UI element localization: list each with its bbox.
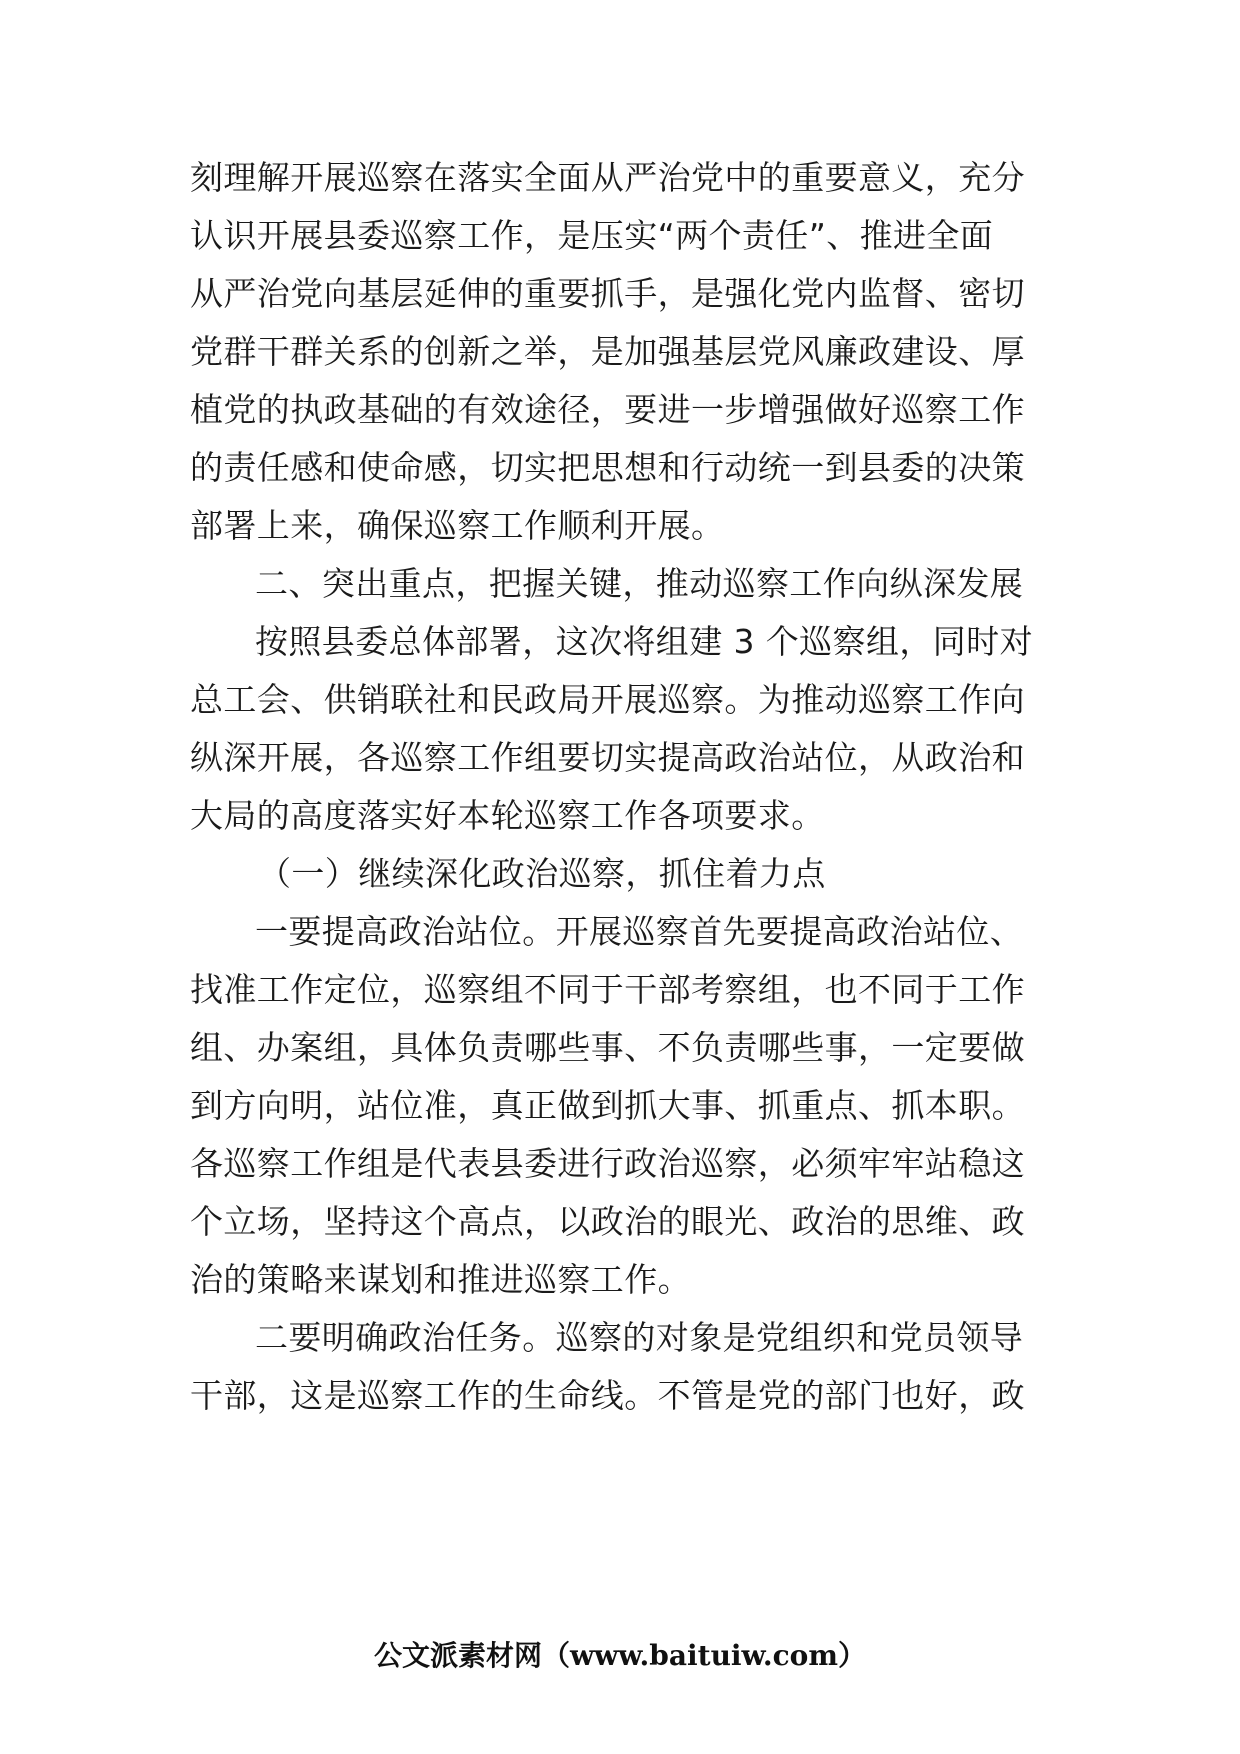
body-line: 按照县委总体部署，这次将组建 3 个巡察组，同时对 [255, 622, 1033, 661]
body-line: 的责任感和使命感，切实把思想和行动统一到县委的决策 [190, 448, 1025, 487]
body-line: 组、办案组，具体负责哪些事、不负责哪些事，一定要做 [190, 1028, 1025, 1067]
body-line: 总工会、供销联社和民政局开展巡察。为推动巡察工作向 [190, 680, 1025, 719]
body-line: 植党的执政基础的有效途径，要进一步增强做好巡察工作 [190, 390, 1025, 429]
body-line: 认识开展县委巡察工作，是压实“两个责任”、推进全面 [190, 216, 994, 255]
body-line: 干部，这是巡察工作的生命线。不管是党的部门也好，政 [190, 1376, 1025, 1415]
body-line: 纵深开展，各巡察工作组要切实提高政治站位，从政治和 [190, 738, 1025, 777]
body-line: 个立场，坚持这个高点，以政治的眼光、政治的思维、政 [190, 1202, 1025, 1241]
body-line: 大局的高度落实好本轮巡察工作各项要求。 [190, 796, 825, 835]
subsection-heading: （一）继续深化政治巡察，抓住着力点 [258, 854, 826, 893]
footer-watermark: 公文派素材网（www.baituiw.com） [374, 1639, 866, 1672]
body-line: 刻理解开展巡察在落实全面从严治党中的重要意义，充分 [190, 158, 1025, 197]
body-line: 找准工作定位，巡察组不同于干部考察组，也不同于工作 [190, 970, 1025, 1009]
body-line: 从严治党向基层延伸的重要抓手，是强化党内监督、密切 [190, 274, 1025, 313]
body-line: 到方向明，站位准，真正做到抓大事、抓重点、抓本职。 [190, 1086, 1025, 1125]
body-line: 各巡察工作组是代表县委进行政治巡察，必须牢牢站稳这 [190, 1144, 1025, 1183]
body-line: 党群干群关系的创新之举，是加强基层党风廉政建设、厚 [190, 332, 1025, 371]
body-line: 一要提高政治站位。开展巡察首先要提高政治站位、 [255, 912, 1024, 951]
body-line: 治的策略来谋划和推进巡察工作。 [190, 1260, 691, 1299]
body-line: 部署上来，确保巡察工作顺利开展。 [190, 506, 725, 545]
section-heading: 二、突出重点，把握关键，推动巡察工作向纵深发展 [255, 564, 1024, 603]
body-line: 二要明确政治任务。巡察的对象是党组织和党员领导 [255, 1318, 1024, 1357]
